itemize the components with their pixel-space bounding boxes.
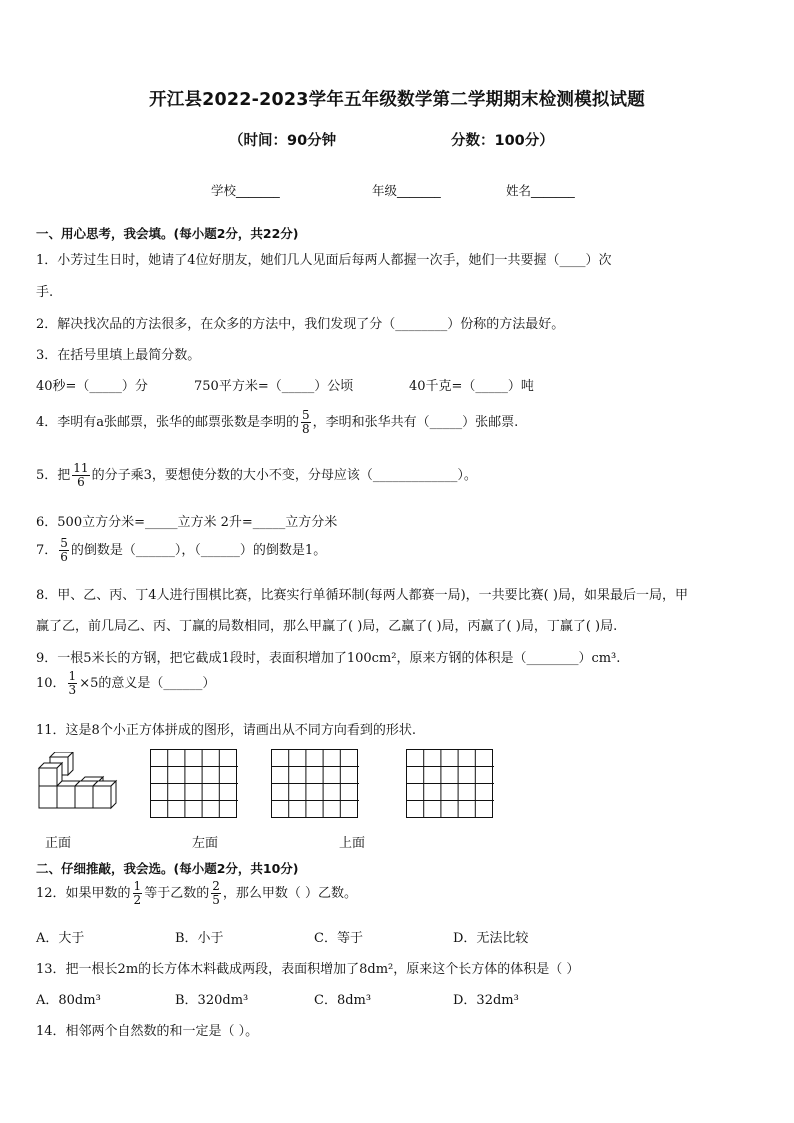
- question-3: 3．在括号里填上最简分数。: [36, 348, 201, 363]
- option-a[interactable]: A．80dm³: [36, 993, 101, 1008]
- fraction: $\frac{5}{8}$: [302, 408, 310, 436]
- fraction: $\frac{5}{6}$: [60, 536, 68, 564]
- question-11: 11．这是8个小正方体拼成的图形，请画出从不同方向看到的形状.: [36, 723, 416, 738]
- grade-field: 年级_______: [372, 183, 441, 198]
- option-c[interactable]: C．8dm³: [314, 993, 372, 1008]
- question-5: 5．把 $\frac{11}{6}$ 的分子乘3，要想使分数的大小不变，分母应该（_____________）。: [36, 461, 477, 489]
- option-a[interactable]: A．大于: [36, 931, 85, 946]
- fraction: $\frac{11}{6}$: [73, 461, 89, 489]
- question-1-line-2: 手.: [36, 285, 54, 300]
- view-label-front: 正面: [45, 836, 72, 851]
- question-13: 13．把一根长2m的长方体木料截成两段，表面积增加了8dm²，原来这个长方体的体积是（ ）: [36, 962, 580, 977]
- question-12: 12．如果甲数的 $\frac{1}{2}$ 等于乙数的 $\frac{2}{5}$ ，那么甲数（ ）乙数。: [36, 879, 357, 907]
- question-8-line-2: 赢了乙，前几局乙、丙、丁赢的局数相同，那么甲赢了( )局，乙赢了( )局，丙赢了( )局，丁赢了( )局.: [36, 619, 618, 634]
- exam-score: 分数：100分）: [451, 133, 554, 149]
- left-view-grid[interactable]: [271, 749, 359, 818]
- top-view-grid[interactable]: [406, 749, 494, 818]
- cube-figure: [36, 752, 118, 814]
- option-b[interactable]: B．小于: [175, 931, 224, 946]
- option-d[interactable]: D．无法比较: [453, 931, 529, 946]
- question-3-part-b: 750平方米=（_____）公顷: [194, 379, 354, 394]
- question-8-line-1: 8．甲、乙、丙、丁4人进行围棋比赛，比赛实行单循环制(每两人都赛一局)，一共要比赛( )局，如果最后一局，甲: [36, 588, 688, 603]
- section-1-heading: 一、用心思考，我会填。(每小题2分，共22分): [36, 226, 299, 241]
- option-c[interactable]: C．等于: [314, 931, 363, 946]
- fraction: $\frac{1}{3}$: [68, 669, 77, 697]
- question-3-part-c: 40千克=（_____）吨: [409, 379, 534, 394]
- question-9: 9．一根5米长的方钢，把它截成1段时，表面积增加了100cm²，原来方钢的体积是（________）cm³.: [36, 651, 621, 666]
- section-2-heading: 二、仔细推敲，我会选。(每小题2分，共10分): [36, 861, 299, 876]
- question-6: 6．500立方分米=_____立方米 2升=_____立方分米: [36, 515, 338, 530]
- fraction: $\frac{1}{2}$: [133, 879, 142, 907]
- view-label-left: 左面: [192, 836, 219, 851]
- question-4-text-post: ，李明和张华共有（_____）张邮票.: [312, 415, 519, 430]
- option-d[interactable]: D．32dm³: [453, 993, 519, 1008]
- question-7: 7． $\frac{5}{6}$ 的倒数是（______），（______）的倒数是1。: [36, 536, 327, 564]
- exam-time: （时间：90分钟: [229, 133, 337, 149]
- question-4-text-pre: 4．李明有a张邮票，张华的邮票张数是李明的: [36, 415, 300, 430]
- question-14: 14．相邻两个自然数的和一定是（ ）。: [36, 1024, 259, 1039]
- question-4: [36, 409, 518, 436]
- question-3-part-a: 40秒=（_____）分: [36, 379, 148, 394]
- question-2: 2．解决找次品的方法很多，在众多的方法中，我们发现了分（________）份称的方法最好。: [36, 317, 565, 332]
- front-view-grid[interactable]: [150, 749, 238, 818]
- option-b[interactable]: B．320dm³: [175, 993, 249, 1008]
- school-field: 学校_______: [211, 183, 280, 198]
- name-field: 姓名_______: [506, 183, 575, 198]
- question-10: 10． $\frac{1}{3}$ ×5的意义是（______）: [36, 669, 216, 697]
- page-title: 开江县2022-2023学年五年级数学第二学期期末检测模拟试题: [149, 90, 645, 110]
- fraction: $\frac{2}{5}$: [212, 879, 220, 907]
- view-label-top: 上面: [339, 836, 366, 851]
- question-1-line-1: 1．小芳过生日时，她请了4位好朋友，她们几人见面后每两人都握一次手，她们一共要握（____）次: [36, 253, 612, 268]
